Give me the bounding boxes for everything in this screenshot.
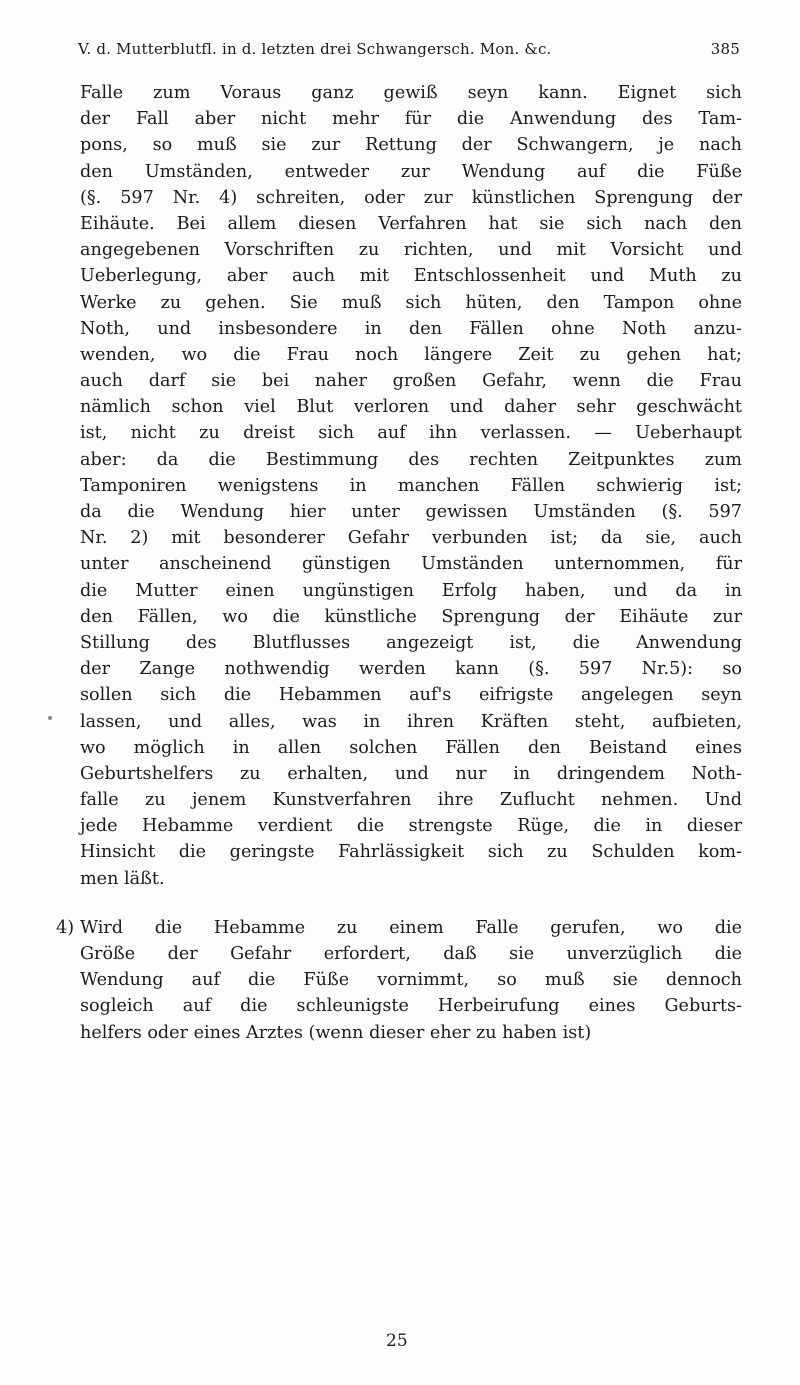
text-line: lassen, und alles, was in ihren Kräften steht, aufbieten, bbox=[80, 711, 742, 732]
text-line: ist, nicht zu dreist sich auf ihn verlassen. — Ueberhaupt bbox=[80, 423, 742, 444]
page-number: 385 bbox=[710, 40, 740, 58]
text-line: unter anscheinend günstigen Umständen unternommen, für bbox=[80, 554, 742, 575]
numbered-item-4 bbox=[56, 915, 742, 1046]
text-line: Werke zu gehen. Sie muß sich hüten, den Tampon ohne bbox=[80, 292, 742, 313]
margin-speck bbox=[48, 716, 52, 720]
text-line: den Fällen, wo die künstliche Sprengung der Eihäute zur bbox=[80, 606, 742, 627]
text-line: helfers oder eines Arztes (wenn dieser eher zu haben ist) bbox=[80, 1022, 592, 1043]
text-line: Stillung des Blutflusses angezeigt ist, die Anwendung bbox=[80, 632, 742, 653]
running-head bbox=[78, 40, 740, 64]
text-line: da die Wendung hier unter gewissen Umständen (§. 597 bbox=[80, 502, 742, 522]
text-line: wo möglich in allen solchen Fällen den Beistand eines bbox=[80, 737, 742, 758]
text-line: falle zu jenem Kunstverfahren ihre Zuflucht nehmen. Und bbox=[80, 790, 742, 811]
text-line: aber: da die Bestimmung des rechten Zeitpunktes zum bbox=[80, 449, 742, 470]
text-line: Wendung auf die Füße vornimmt, so muß sie dennoch bbox=[80, 970, 742, 991]
text-line: auch darf sie bei naher großen Gefahr, wenn die Frau bbox=[80, 371, 742, 392]
text-line: Ueberlegung, aber auch mit Entschlossenheit und Muth zu bbox=[80, 266, 742, 287]
text-line: der Zange nothwendig werden kann (§. 597 Nr.5): so bbox=[80, 659, 742, 680]
text-line: Größe der Gefahr erfordert, daß sie unverzüglich die bbox=[80, 944, 742, 964]
text-line: pons, so muß sie zur Rettung der Schwangern, je nach bbox=[80, 135, 742, 156]
text-line: jede Hebamme verdient die strengste Rüge, die in dieser bbox=[80, 816, 742, 837]
text-line: Hinsicht die geringste Fahrlässigkeit sich zu Schulden kom- bbox=[80, 842, 742, 863]
text-line: nämlich schon viel Blut verloren und daher sehr geschwächt bbox=[80, 397, 742, 418]
text-line: die Mutter einen ungünstigen Erfolg haben, und da in bbox=[80, 580, 742, 601]
text-line: Eihäute. Bei allem diesen Verfahren hat sie sich nach den bbox=[80, 213, 742, 234]
text-line: (§. 597 Nr. 4) schreiten, oder zur künstlichen Sprengung der bbox=[80, 187, 742, 208]
text-line: Noth, und insbesondere in den Fällen ohne Noth anzu- bbox=[80, 318, 742, 339]
text-line: Wird die Hebamme zu einem Falle gerufen, wo die bbox=[80, 917, 742, 938]
text-line: sogleich auf die schleunigste Herbeirufung eines Geburts- bbox=[80, 996, 742, 1017]
text-line: men läßt. bbox=[80, 868, 165, 889]
text-line: der Fall aber nicht mehr für die Anwendung des Tam- bbox=[80, 109, 742, 130]
printer-signature-mark: 25 bbox=[386, 1331, 408, 1351]
text-line: angegebenen Vorschriften zu richten, und mit Vorsicht und bbox=[80, 240, 742, 261]
text-line: Tamponiren wenigstens in manchen Fällen schwierig ist; bbox=[80, 475, 742, 496]
text-line: den Umständen, entweder zur Wendung auf die Füße bbox=[80, 161, 742, 182]
paragraph-continuation bbox=[80, 80, 742, 892]
text-line: wenden, wo die Frau noch längere Zeit zu gehen hat; bbox=[80, 344, 742, 365]
body-text bbox=[56, 80, 742, 1046]
text-line: Nr. 2) mit besonderer Gefahr verbunden ist; da sie, auch bbox=[80, 528, 742, 549]
running-head-title: V. d. Mutterblutfl. in d. letzten drei Schwangersch. Mon. &c. bbox=[78, 40, 552, 58]
text-line: sollen sich die Hebammen auf's eifrigste angelegen seyn bbox=[80, 685, 742, 706]
text-line: Geburtshelfers zu erhalten, und nur in dringendem Noth- bbox=[80, 763, 742, 784]
paragraph-gap bbox=[80, 892, 742, 915]
text-line: Falle zum Voraus ganz gewiß seyn kann. Eignet sich bbox=[80, 83, 742, 103]
item-number: 4) bbox=[56, 917, 75, 938]
item-4-text bbox=[80, 915, 742, 1046]
